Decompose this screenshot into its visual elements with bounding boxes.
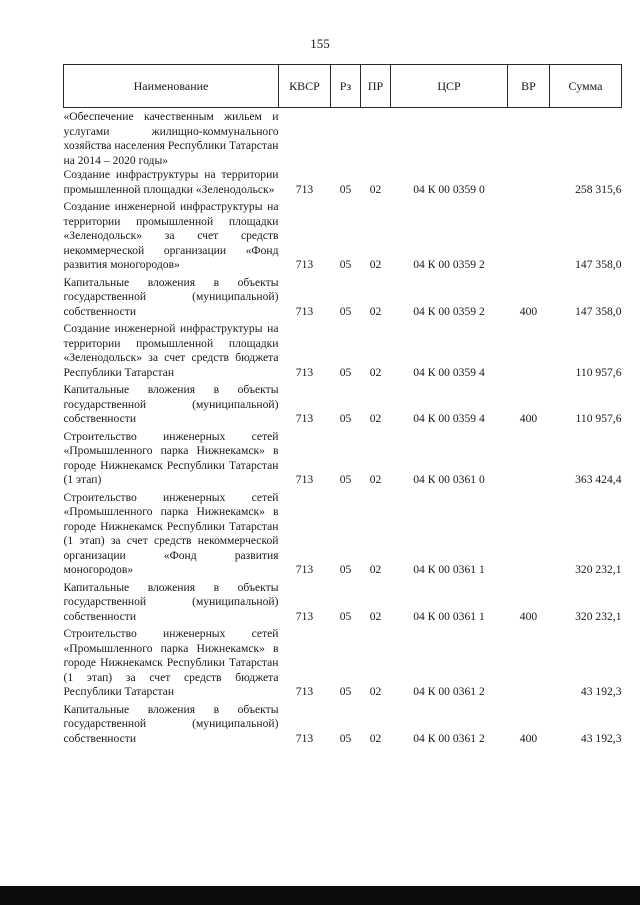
row-rz: 05 [339, 731, 352, 745]
column-header-name: Наименование [64, 65, 279, 108]
row-sum: 110 957,6 [575, 412, 622, 425]
row-kvsr: 713 [295, 473, 314, 486]
row-vr [508, 168, 550, 200]
row-rz: 05 [339, 258, 352, 271]
row-sum: 43 192,3 [580, 685, 622, 698]
row-sum: 363 424,4 [575, 473, 622, 486]
row-vr: 400 [519, 412, 538, 425]
row-name: Строительство инженерных сетей «Промышленного парка Нижнекамск» в городе Нижнекамск Республики Татарстан (1 этап) за счет средств бюджета Республики Татарстан [63, 627, 279, 698]
table-header-row [64, 65, 622, 108]
column-header-csr: ЦСР [391, 65, 508, 108]
row-kvsr: 713 [295, 304, 314, 318]
row-rz: 05 [339, 473, 352, 486]
row-rz: 05 [339, 609, 352, 623]
table-row [64, 200, 622, 276]
intro-text: «Обеспечение качественным жильем и услугами жилищно-коммунального хозяйства населения Республики Татарстан на 2014 – 2020 годы» [63, 110, 279, 167]
column-header-kvsr: КВСР [279, 65, 331, 108]
row-rz: 05 [339, 563, 352, 576]
row-csr: 04 К 00 0359 2 [413, 304, 485, 318]
row-name: Создание инженерной инфраструктуры на территории промышленной площадки «Зеленодольск» за счет средств бюджета Республики Татарстан [63, 322, 279, 379]
row-vr [508, 627, 550, 703]
row-name: Капитальные вложения в объекты государственной (муниципальной) собственности [63, 275, 279, 318]
table-row [64, 627, 622, 703]
row-csr: 04 К 00 0359 4 [413, 412, 485, 425]
row-sum: 320 232,1 [575, 609, 622, 623]
table-row [64, 703, 622, 750]
row-sum: 147 358,0 [575, 304, 622, 318]
row-rz: 05 [339, 304, 352, 318]
row-pr: 02 [369, 685, 382, 698]
row-rz: 05 [339, 182, 352, 196]
row-pr: 02 [369, 731, 382, 745]
row-kvsr: 713 [295, 563, 314, 576]
row-pr: 02 [369, 304, 382, 318]
row-vr [508, 322, 550, 383]
row-csr: 04 К 00 0361 0 [413, 473, 485, 486]
row-sum: 43 192,3 [580, 731, 622, 745]
row-kvsr: 713 [295, 365, 314, 379]
table-row [64, 430, 622, 491]
row-pr: 02 [369, 182, 382, 196]
row-sum: 258 315,6 [575, 182, 622, 196]
row-vr [508, 430, 550, 491]
table-row [64, 383, 622, 430]
row-name: Капитальные вложения в объекты государственной (муниципальной) собственности [63, 383, 279, 425]
table-row [64, 581, 622, 628]
row-rz: 05 [339, 412, 352, 425]
row-name: Капитальные вложения в объекты государственной (муниципальной) собственности [63, 702, 279, 745]
row-kvsr: 713 [295, 182, 314, 196]
row-csr: 04 К 00 0361 2 [413, 685, 485, 698]
row-name: Строительство инженерных сетей «Промышленного парка Нижнекамск» в городе Нижнекамск Республики Татарстан (1 этап) [63, 429, 279, 486]
row-kvsr: 713 [295, 685, 314, 698]
row-vr [508, 200, 550, 276]
row-csr: 04 К 00 0361 2 [413, 731, 485, 745]
table-row [64, 322, 622, 383]
row-kvsr: 713 [295, 412, 314, 425]
row-csr: 04 К 00 0361 1 [413, 609, 485, 623]
intro-row [64, 108, 622, 169]
row-csr: 04 К 00 0359 4 [413, 365, 485, 379]
row-pr: 02 [369, 258, 382, 271]
row-sum: 320 232,1 [575, 563, 622, 576]
row-sum: 110 957,6 [575, 365, 622, 379]
column-header-pr: ПР [361, 65, 391, 108]
row-name: Строительство инженерных сетей «Промышленного парка Нижнекамск» в городе Нижнекамск Республики Татарстан (1 этап) за счет средств некоммерческой организации «Фонд развития моногородов» [63, 490, 279, 576]
row-pr: 02 [369, 365, 382, 379]
row-csr: 04 К 00 0359 0 [413, 182, 485, 196]
row-vr: 400 [519, 304, 538, 318]
row-csr: 04 К 00 0361 1 [413, 563, 485, 576]
row-rz: 05 [339, 685, 352, 698]
table-row [64, 276, 622, 323]
table-row [64, 491, 622, 581]
row-kvsr: 713 [295, 731, 314, 745]
page-number: 155 [310, 36, 330, 51]
table-row [64, 168, 622, 200]
row-pr: 02 [369, 473, 382, 486]
row-vr [508, 491, 550, 581]
row-rz: 05 [339, 365, 352, 379]
row-csr: 04 К 00 0359 2 [413, 258, 485, 271]
row-vr: 400 [519, 731, 538, 745]
row-pr: 02 [369, 412, 382, 425]
row-vr: 400 [519, 609, 538, 623]
row-name: Капитальные вложения в объекты государственной (муниципальной) собственности [63, 580, 279, 623]
row-name: Создание инженерной инфраструктуры на территории промышленной площадки «Зеленодольск» за счет средств некоммерческой организации «Фонд развития моногородов» [63, 200, 279, 271]
row-sum: 147 358,0 [575, 258, 622, 271]
scan-bottom-edge [0, 886, 640, 905]
row-pr: 02 [369, 609, 382, 623]
row-name: Создание инфраструктуры на территории промышленной площадки «Зеленодольск» [63, 168, 279, 196]
row-pr: 02 [369, 563, 382, 576]
column-header-sum: Сумма [550, 65, 622, 108]
column-header-vr: ВР [508, 65, 550, 108]
column-header-rz: Рз [331, 65, 361, 108]
row-kvsr: 713 [295, 258, 314, 271]
row-kvsr: 713 [295, 609, 314, 623]
budget-table [63, 64, 622, 749]
